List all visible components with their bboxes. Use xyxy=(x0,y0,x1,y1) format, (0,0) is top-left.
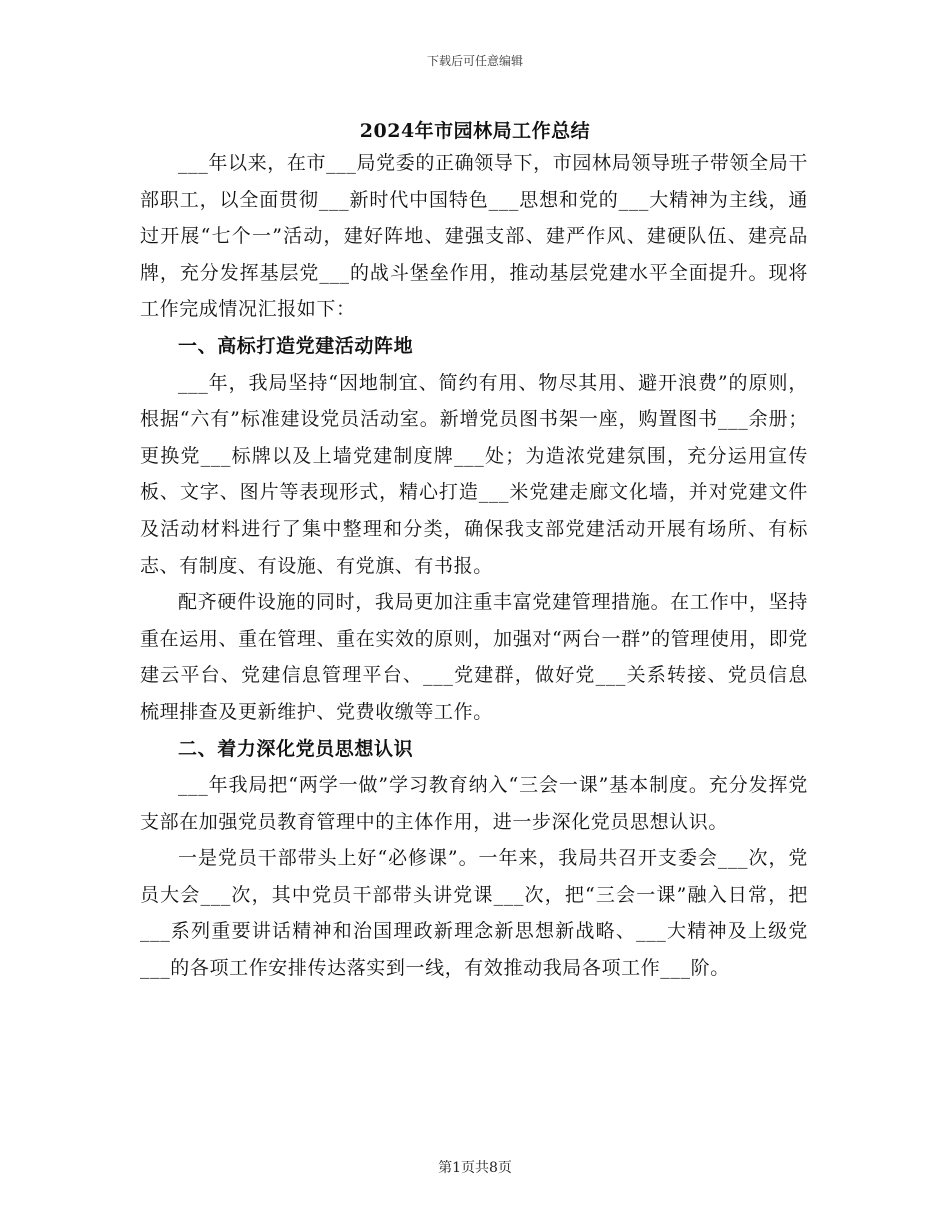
section-1-paragraph-1: ___年，我局坚持“因地制宜、简约有用、物尽其用、避开浪费”的原则，根据“六有”标准建设党员活动室。新增党员图书架一座，购置图书___余册；更换党___标牌以及上墙党建制度牌___处；为造浓党建氛围，充分运用宣传板、文字、图片等表现形式，精心打造___米党建走廊文化墙，并对党建文件及活动材料进行了集中整理和分类，确保我支部党建活动开展有场所、有标志、有制度、有设施、有党旗、有书报。 xyxy=(140,371,808,577)
page-indicator: 第1页共8页 xyxy=(438,1160,512,1176)
section-2-heading: 二、着力深化党员思想认识 xyxy=(178,737,414,760)
header-note: 下载后可任意编辑 xyxy=(426,54,523,68)
document-title: 2024年市园林局工作总结 xyxy=(359,120,591,142)
section-2-paragraph-1: ___年我局把“两学一做”学习教育纳入“三会一课”基本制度。充分发挥党支部在加强党员教育管理中的主体作用，进一步深化党员思想认识。 xyxy=(140,774,808,833)
intro-paragraph: ___年以来，在市___局党委的正确领导下，市园林局领导班子带领全局干部职工，以全面贯彻___新时代中国特色___思想和党的___大精神为主线，通过开展“七个一”活动，建好阵地、建强支部、建严作风、建硬队伍、建亮品牌，充分发挥基层党___的战斗堡垒作用，推动基层党建水平全面提升。现将工作完成情况汇报如下： xyxy=(140,152,808,321)
section-1-heading: 一、高标打造党建活动阵地 xyxy=(178,334,414,357)
section-1-paragraph-2: 配齐硬件设施的同时，我局更加注重丰富党建管理措施。在工作中，坚持重在运用、重在管理、重在实效的原则，加强对“两台一群”的管理使用，即党建云平台、党建信息管理平台、___党建群，做好党___关系转接、党员信息梳理排查及更新维护、党费收缴等工作。 xyxy=(140,591,808,723)
section-2-paragraph-2: 一是党员干部带头上好“必修课”。一年来，我局共召开支委会___次，党员大会___次，其中党员干部带头讲党课___次，把“三会一课”融入日常，把___系列重要讲话精神和治国理政新理念新思想新战略、___大精神及上级党___的各项工作安排传达落实到一线，有效推动我局各项工作___阶。 xyxy=(140,847,808,980)
document-body xyxy=(140,145,808,987)
